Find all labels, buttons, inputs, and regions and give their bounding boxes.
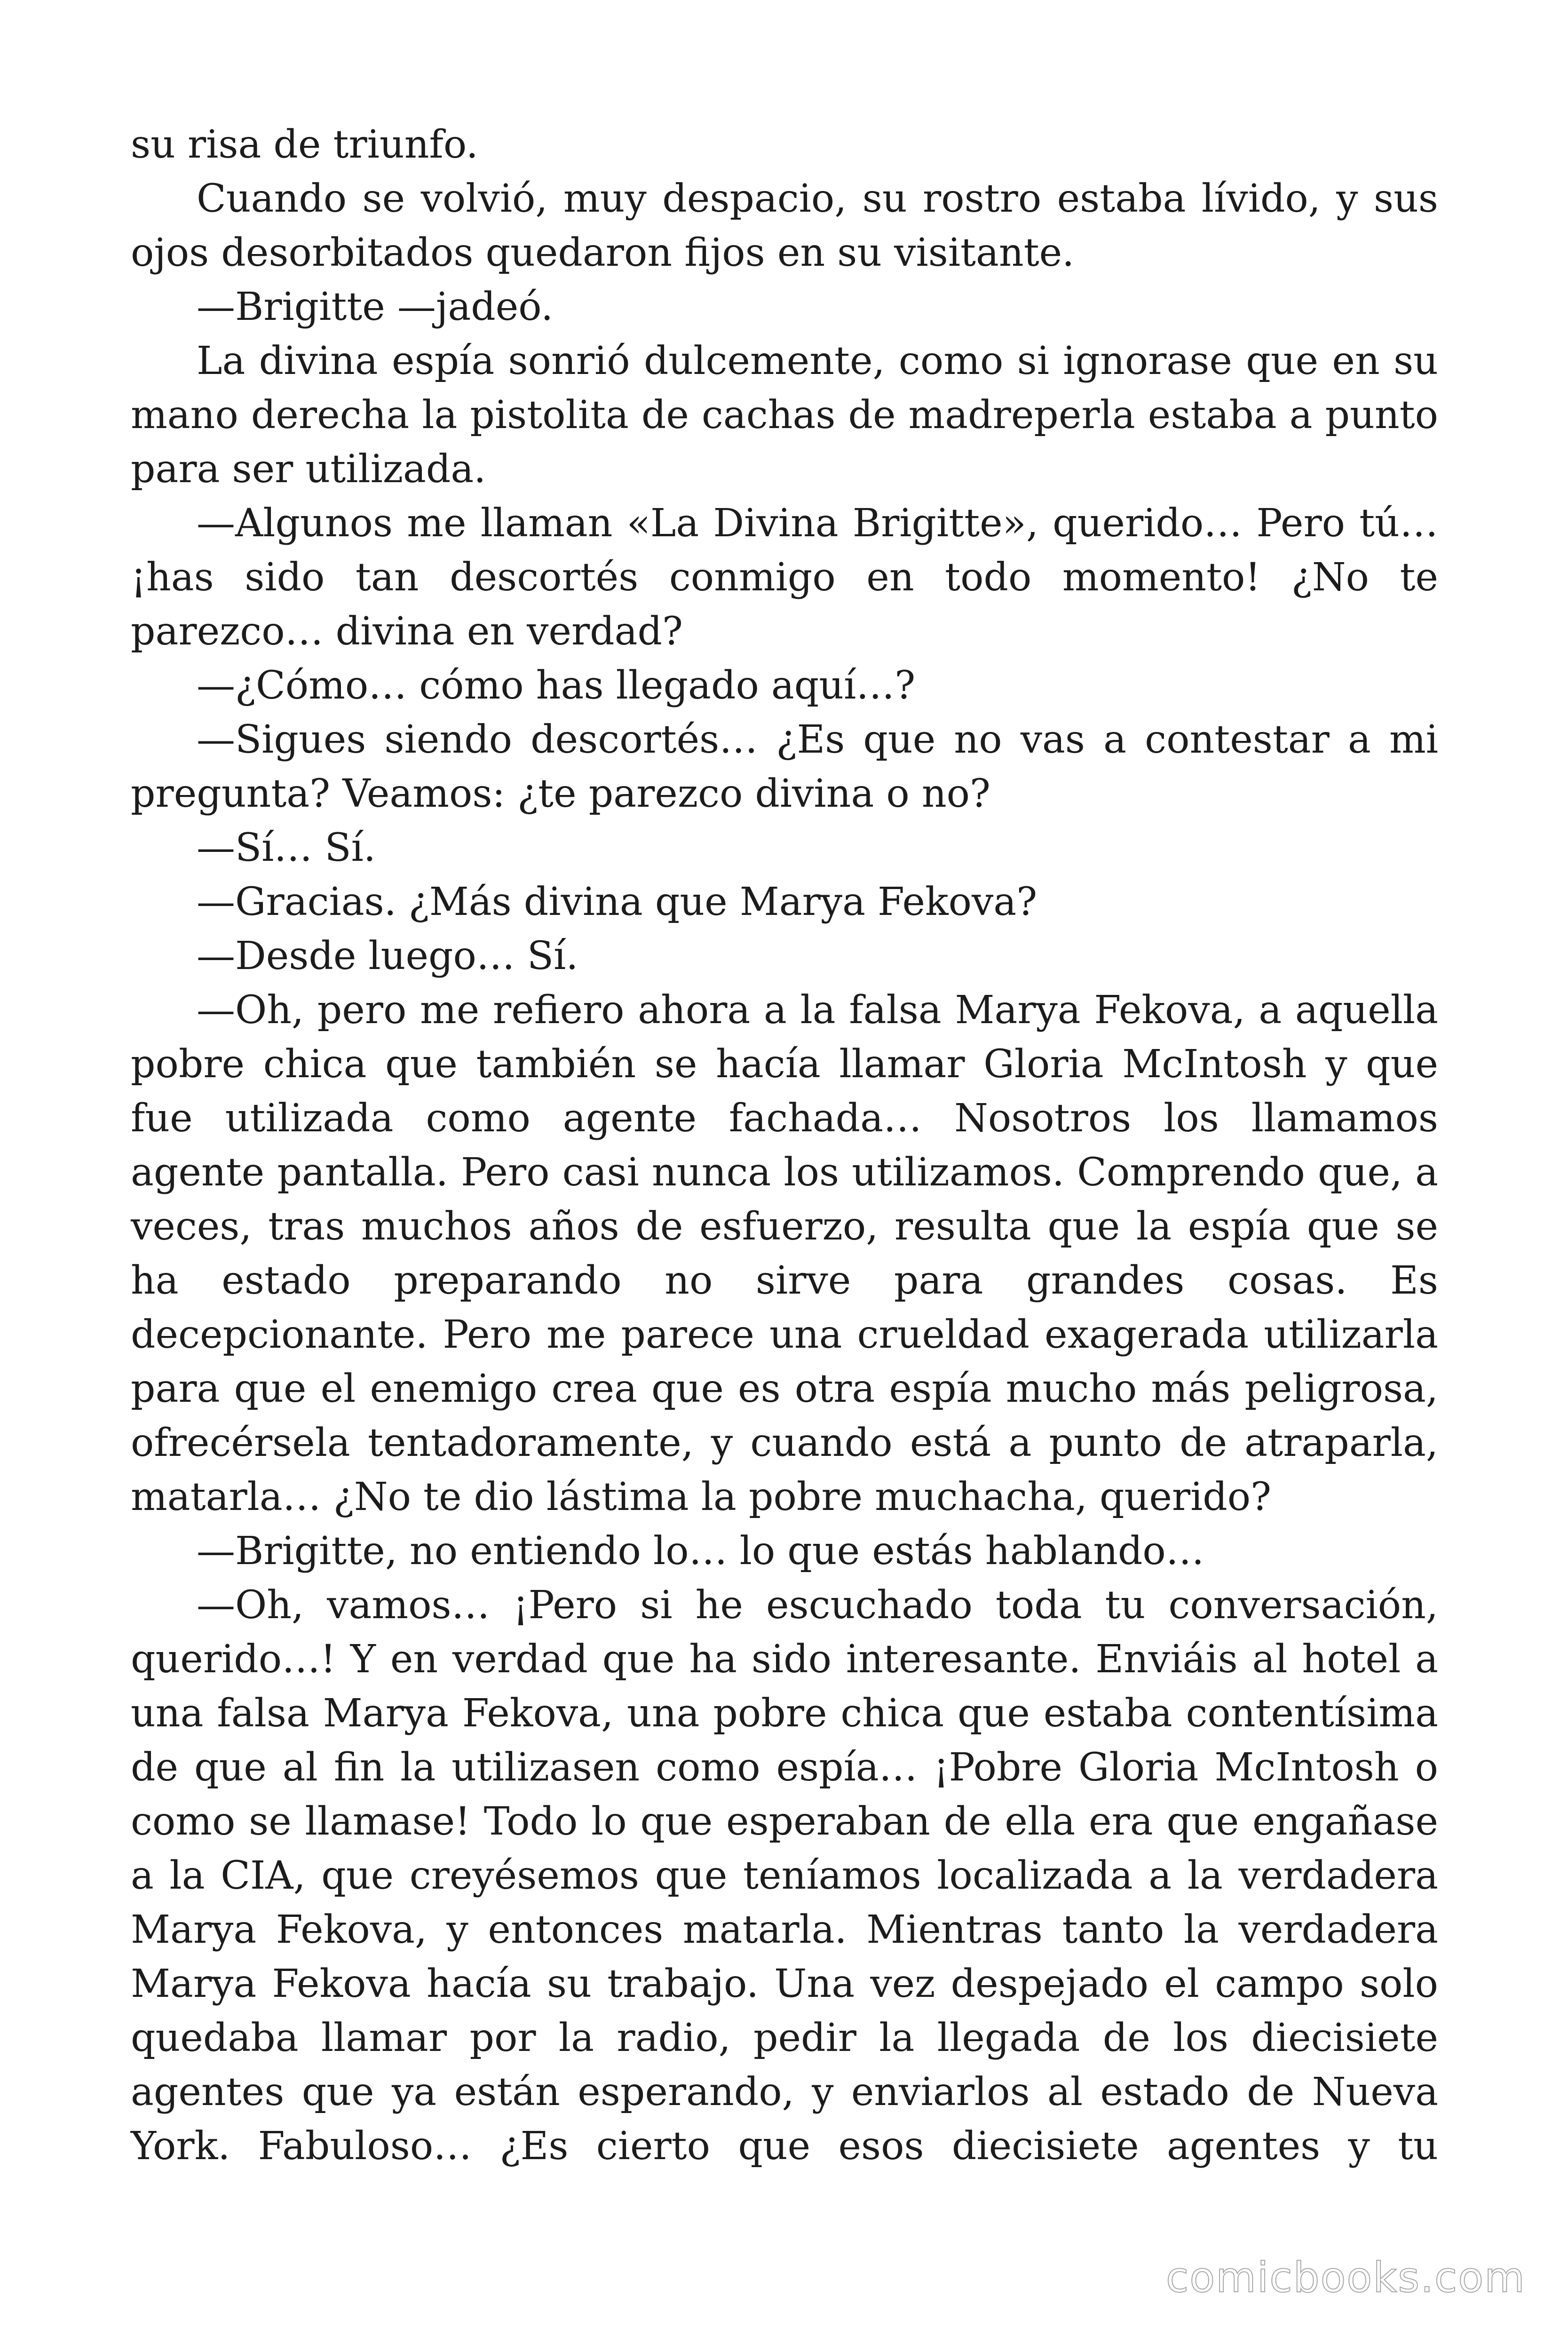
paragraph: —Gracias. ¿Más divina que Marya Fekova? xyxy=(197,880,1037,924)
paragraph: —Sigues siendo descortés… ¿Es que no vas a contestar a mi pregunta? Veamos: ¿te parezco divina o no? xyxy=(131,717,1438,816)
paragraph: —Brigitte —jadeó. xyxy=(197,285,554,329)
paragraph: —Desde luego… Sí. xyxy=(197,934,578,978)
paragraph: —Brigitte, no entiendo lo… lo que estás hablando… xyxy=(197,1529,1204,1573)
paragraph: —¿Cómo… cómo has llegado aquí…? xyxy=(197,663,916,708)
paragraph: su risa de triunfo. xyxy=(131,122,478,167)
paragraph: La divina espía sonrió dulcemente, como si ignorase que en su mano derecha la pistolita de cachas de madreperla estaba a punto para ser utilizada. xyxy=(131,339,1438,492)
watermark: comicbooks.com xyxy=(1165,2253,1526,2302)
paragraph: —Algunos me llaman «La Divina Brigitte», querido… Pero tú… ¡has sido tan descortés conmigo en todo momento! ¿No te parezco… divina en verdad? xyxy=(131,501,1438,654)
paragraph: Cuando se volvió, muy despacio, su rostro estaba lívido, y sus ojos desorbitados quedaron fijos en su visitante. xyxy=(131,176,1438,275)
paragraph: —Sí… Sí. xyxy=(197,826,376,870)
paragraph-continued: —Oh, vamos… ¡Pero si he escuchado toda tu conversación, querido…! Y en verdad que ha sido interesante. Enviáis al hotel a una falsa Marya Fekova, una pobre chica que estaba contentísima de que al fin la utilizasen como espía… ¡Pobre Gloria McIntosh o como se llamase! Todo lo que esperaban de ella era que engañase a la CIA, que creyésemos que teníamos localizada a la verdadera Marya Fekova, y entonces matarla. Mientras tanto la verdadera Marya Fekova hacía su trabajo. Una vez despejado el campo solo quedaba llamar por la radio, pedir la llegada de los diecisiete agentes que ya están esperando, y enviarlos al estado de Nueva York. Fabuloso… ¿Es cierto que esos diecisiete agentes y tu xyxy=(131,1583,1438,2169)
book-page xyxy=(131,118,1438,2173)
paragraph: —Oh, pero me refiero ahora a la falsa Marya Fekova, a aquella pobre chica que también se hacía llamar Gloria McIntosh y que fue utilizada como agente fachada… Nosotros los llamamos agente pantalla. Pero casi nunca los utilizamos. Comprendo que, a veces, tras muchos años de esfuerzo, resulta que la espía que se ha estado preparando no sirve para grandes cosas. Es decepcionante. Pero me parece una crueldad exagerada utilizarla para que el enemigo crea que es otra espía mucho más peligrosa, ofrecérsela tentadoramente, y cuando está a punto de atraparla, matarla… ¿No te dio lástima la pobre muchacha, querido? xyxy=(131,988,1438,1519)
